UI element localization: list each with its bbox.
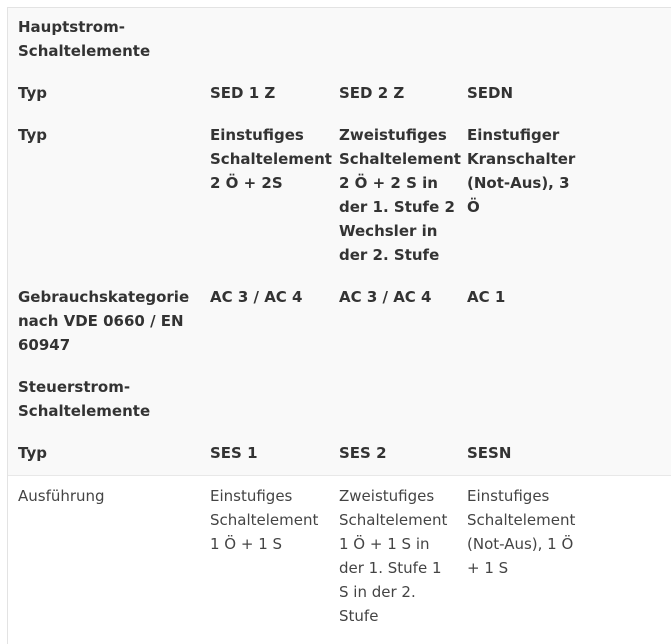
section-heading-main-line2: Schaltelemente <box>18 42 151 60</box>
main-desc-col3-line: Kranschalter <box>467 150 576 168</box>
main-desc-col2-line: Schaltelement <box>339 150 461 168</box>
control-type-col3: SESN <box>467 444 512 462</box>
main-desc-col2-line: der 2. Stufe <box>339 246 440 264</box>
execution-col3 <box>467 484 575 580</box>
execution-col1 <box>210 484 318 556</box>
execution-col2-line: Zweistufiges <box>339 487 435 505</box>
section-heading-control-line1: Steuerstrom- <box>18 378 131 396</box>
main-type-col2: SED 2 Z <box>339 84 405 102</box>
main-desc-col2 <box>339 123 461 267</box>
main-desc-col2-line: 2 Ö + 2 S in <box>339 174 438 192</box>
main-desc-col1-line: Einstufiges <box>210 126 304 144</box>
main-desc-col1-line: 2 Ö + 2S <box>210 174 283 192</box>
main-type-col1: SED 1 Z <box>210 84 276 102</box>
main-desc-col2-line: der 1. Stufe 2 <box>339 198 455 216</box>
section-heading-control-line2: Schaltelemente <box>18 402 151 420</box>
category-label-line: Gebrauchskategorie <box>18 288 190 306</box>
section-heading-control <box>18 375 150 423</box>
main-type-col3: SEDN <box>467 84 514 102</box>
main-desc-col2-line: Zweistufiges <box>339 126 447 144</box>
execution-col2-line: Stufe <box>339 607 379 625</box>
main-desc-col3 <box>467 123 575 219</box>
main-desc-col3-line: (Not-Aus), 3 <box>467 174 570 192</box>
execution-col1-line: Schaltelement <box>210 511 319 529</box>
execution-col3-line: (Not-Aus), 1 Ö <box>467 535 574 553</box>
execution-col1-line: 1 Ö + 1 S <box>210 535 283 553</box>
main-desc-col3-line: Einstufiger <box>467 126 560 144</box>
category-col3: AC 1 <box>467 288 506 306</box>
execution-col2 <box>339 484 447 628</box>
execution-col2-line: S in der 2. <box>339 583 416 601</box>
main-type-label: Typ <box>18 84 47 102</box>
specs-table <box>7 7 671 644</box>
main-desc-col1-line: Schaltelement <box>210 150 332 168</box>
main-desc-col3-line: Ö <box>467 198 480 216</box>
category-label <box>18 285 189 357</box>
category-col1: AC 3 / AC 4 <box>210 288 303 306</box>
section-heading-main-line1: Hauptstrom- <box>18 18 125 36</box>
execution-col2-line: der 1. Stufe 1 <box>339 559 442 577</box>
category-label-line: nach VDE 0660 / EN <box>18 312 184 330</box>
main-desc-col1 <box>210 123 332 195</box>
control-type-col2: SES 2 <box>339 444 387 462</box>
category-col2: AC 3 / AC 4 <box>339 288 432 306</box>
execution-col3-line: + 1 S <box>467 559 509 577</box>
execution-col3-line: Einstufiges <box>467 487 550 505</box>
section-heading-main <box>18 15 150 63</box>
main-desc-label: Typ <box>18 126 47 144</box>
execution-label: Ausführung <box>18 487 105 505</box>
control-type-label: Typ <box>18 444 47 462</box>
execution-col2-line: 1 Ö + 1 S in <box>339 535 430 553</box>
execution-col2-line: Schaltelement <box>339 511 448 529</box>
execution-col1-line: Einstufiges <box>210 487 293 505</box>
category-label-line: 60947 <box>18 336 71 354</box>
control-type-col1: SES 1 <box>210 444 258 462</box>
execution-col3-line: Schaltelement <box>467 511 576 529</box>
main-desc-col2-line: Wechsler in <box>339 222 438 240</box>
